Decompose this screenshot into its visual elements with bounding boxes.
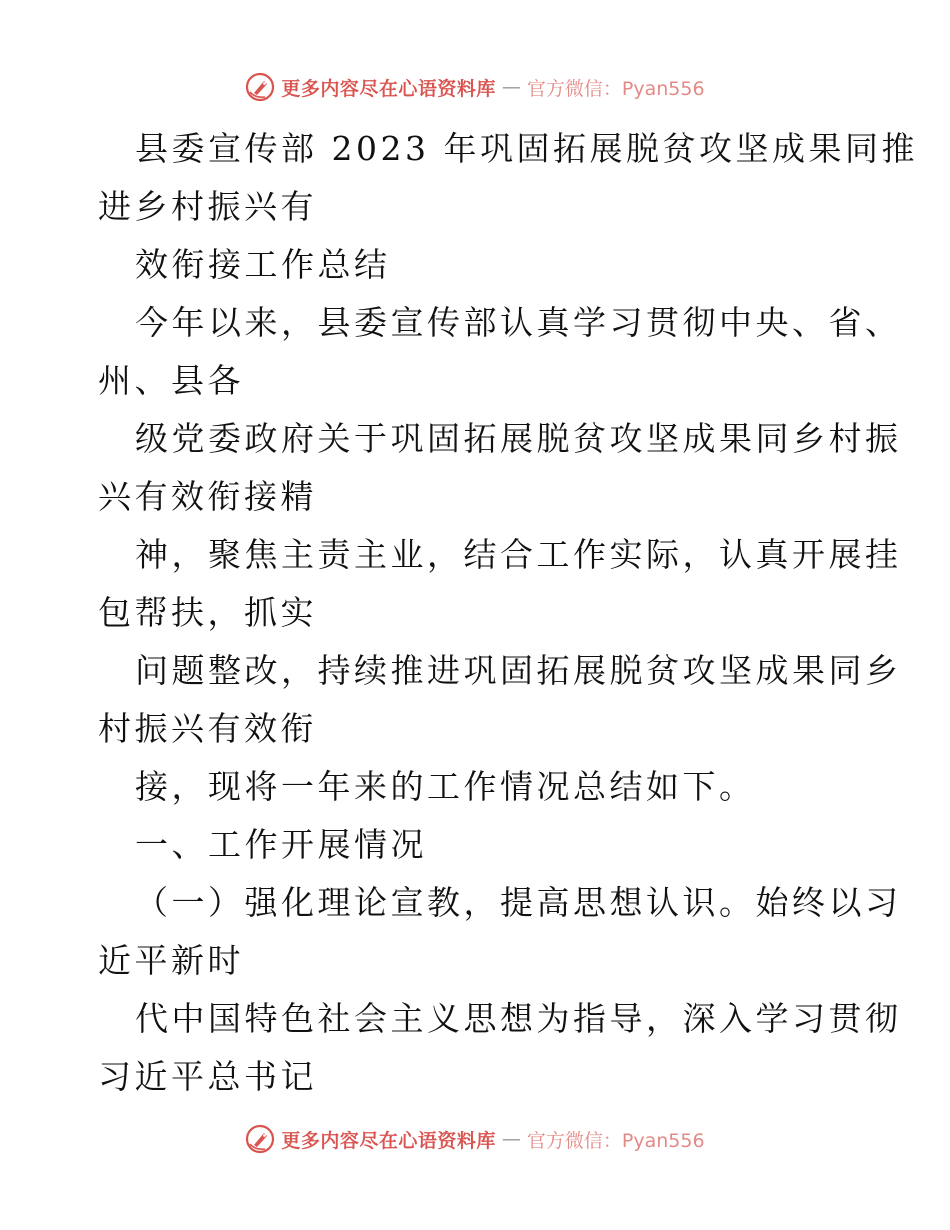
separator-dash: —	[501, 1128, 521, 1150]
header-watermark-banner	[0, 72, 950, 102]
body-line: 今年以来，县委宣传部认真学习贯彻中央、省、	[135, 303, 902, 342]
site-name-text: 更多内容尽在心语资料库	[281, 77, 496, 100]
pen-nib-logo-icon	[245, 1124, 275, 1154]
body-line: （一）强化理论宣教，提高思想认识。始终以习	[135, 883, 902, 922]
heading-line: 一、工作开展情况	[135, 825, 427, 864]
wechat-id-text: 官方微信：Pyan556	[526, 1129, 705, 1152]
title-line-1: 县委宣传部 2023 年巩固拓展脱贫攻坚成果同推	[135, 129, 918, 168]
body-line: 近平新时	[98, 941, 244, 980]
body-line: 问题整改，持续推进巩固拓展脱贫攻坚成果同乡	[135, 651, 902, 690]
paragraph-intro-4	[98, 642, 902, 758]
section-heading-1	[98, 816, 858, 874]
body-line: 接，现将一年来的工作情况总结如下。	[135, 767, 756, 806]
body-line: 神，聚焦主责主业，结合工作实际，认真开展挂	[135, 535, 902, 574]
body-line: 兴有效衔接精	[98, 477, 317, 516]
title-line-2: 进乡村振兴有	[98, 187, 317, 226]
footer-watermark-banner	[0, 1124, 950, 1154]
body-line: 级党委政府关于巩固拓展脱贫攻坚成果同乡村振	[135, 419, 902, 458]
wechat-id-text: 官方微信：Pyan556	[526, 77, 705, 100]
body-line: 州、县各	[98, 361, 244, 400]
body-line: 包帮扶，抓实	[98, 593, 317, 632]
pen-nib-logo-icon	[245, 72, 275, 102]
paragraph-intro-2	[98, 410, 902, 526]
body-line: 习近平总书记	[98, 1057, 317, 1096]
paragraph-intro-3	[98, 526, 902, 642]
paragraph-section-2	[98, 990, 902, 1106]
subtitle-line: 效衔接工作总结	[135, 245, 391, 284]
separator-dash: —	[501, 76, 521, 98]
body-line: 村振兴有效衔	[98, 709, 317, 748]
paragraph-section-1	[98, 874, 902, 990]
body-line: 代中国特色社会主义思想为指导，深入学习贯彻	[135, 999, 902, 1038]
document-subtitle	[98, 236, 858, 294]
document-title	[98, 120, 918, 236]
paragraph-intro-1	[98, 294, 902, 410]
site-name-text: 更多内容尽在心语资料库	[281, 1129, 496, 1152]
paragraph-intro-5	[98, 758, 858, 816]
